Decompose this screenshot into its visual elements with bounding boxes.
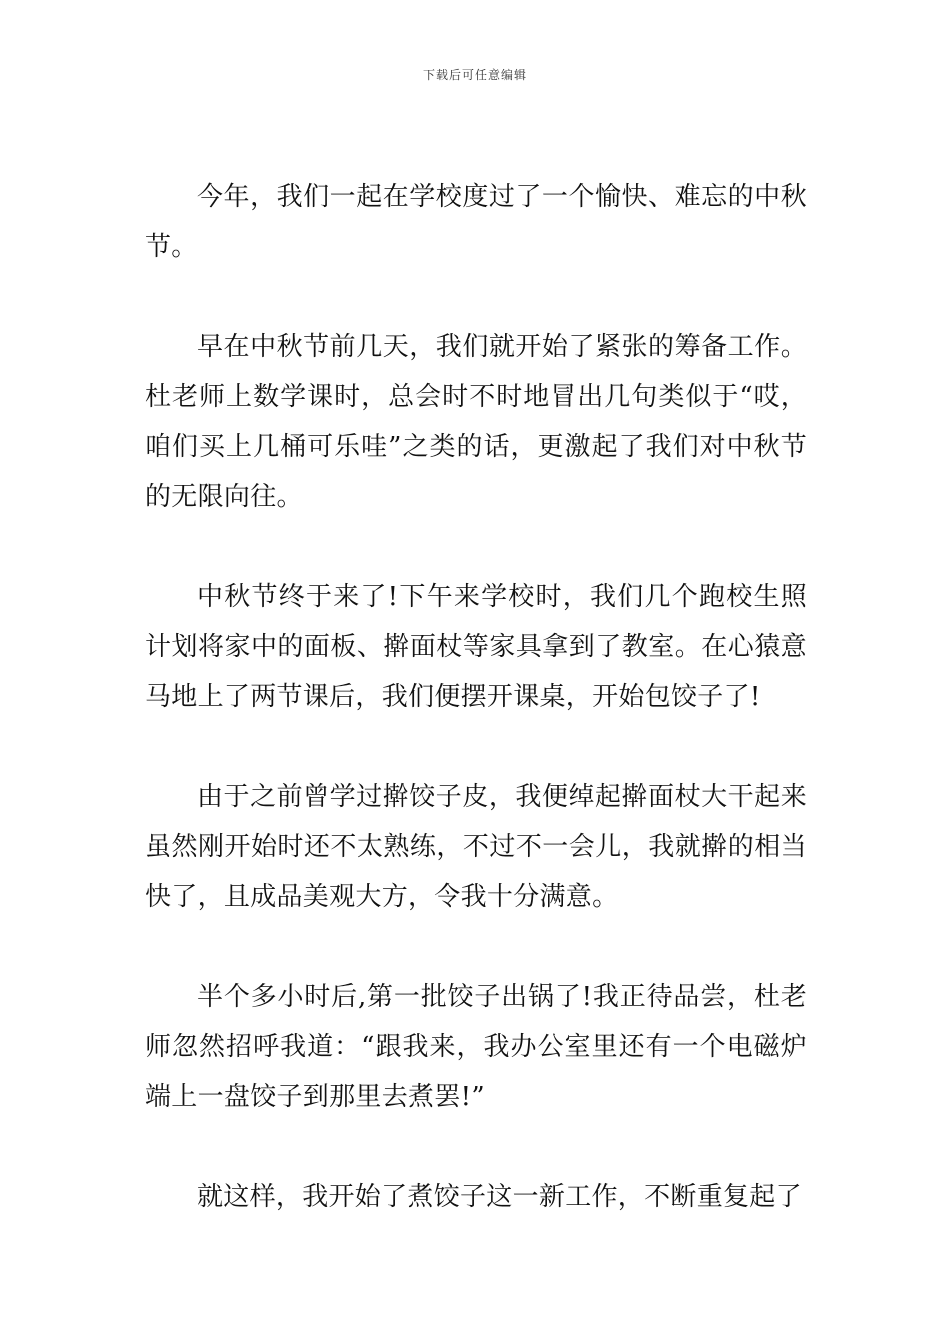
page-header: 下载后可任意编辑 [422, 68, 527, 82]
document-body [145, 172, 807, 1272]
paragraph: 中秋节终于来了!下午来学校时，我们几个跑校生照计划将家中的面板、擀面杖等家具拿到了教室。在心猿意马地上了两节课后，我们便摆开课桌，开始包饺子了! [145, 582, 807, 712]
paragraph: 今年，我们一起在学校度过了一个愉快、难忘的中秋节。 [145, 182, 807, 262]
paragraph: 就这样，我开始了煮饺子这一新工作，不断重复起了 [197, 1182, 802, 1212]
paragraph: 半个多小时后,第一批饺子出锅了!我正待品尝，杜老师忽然招呼我道：“跟我来，我办公室里还有一个电磁炉端上一盘饺子到那里去煮罢!” [145, 982, 807, 1112]
paragraph: 早在中秋节前几天，我们就开始了紧张的筹备工作。杜老师上数学课时，总会时不时地冒出几句类似于“哎，咱们买上几桶可乐哇”之类的话，更激起了我们对中秋节的无限向往。 [145, 332, 807, 512]
paragraph: 由于之前曾学过擀饺子皮，我便绰起擀面杖大干起来虽然刚开始时还不太熟练，不过不一会儿，我就擀的相当快了，且成品美观大方，令我十分满意。 [145, 782, 807, 912]
